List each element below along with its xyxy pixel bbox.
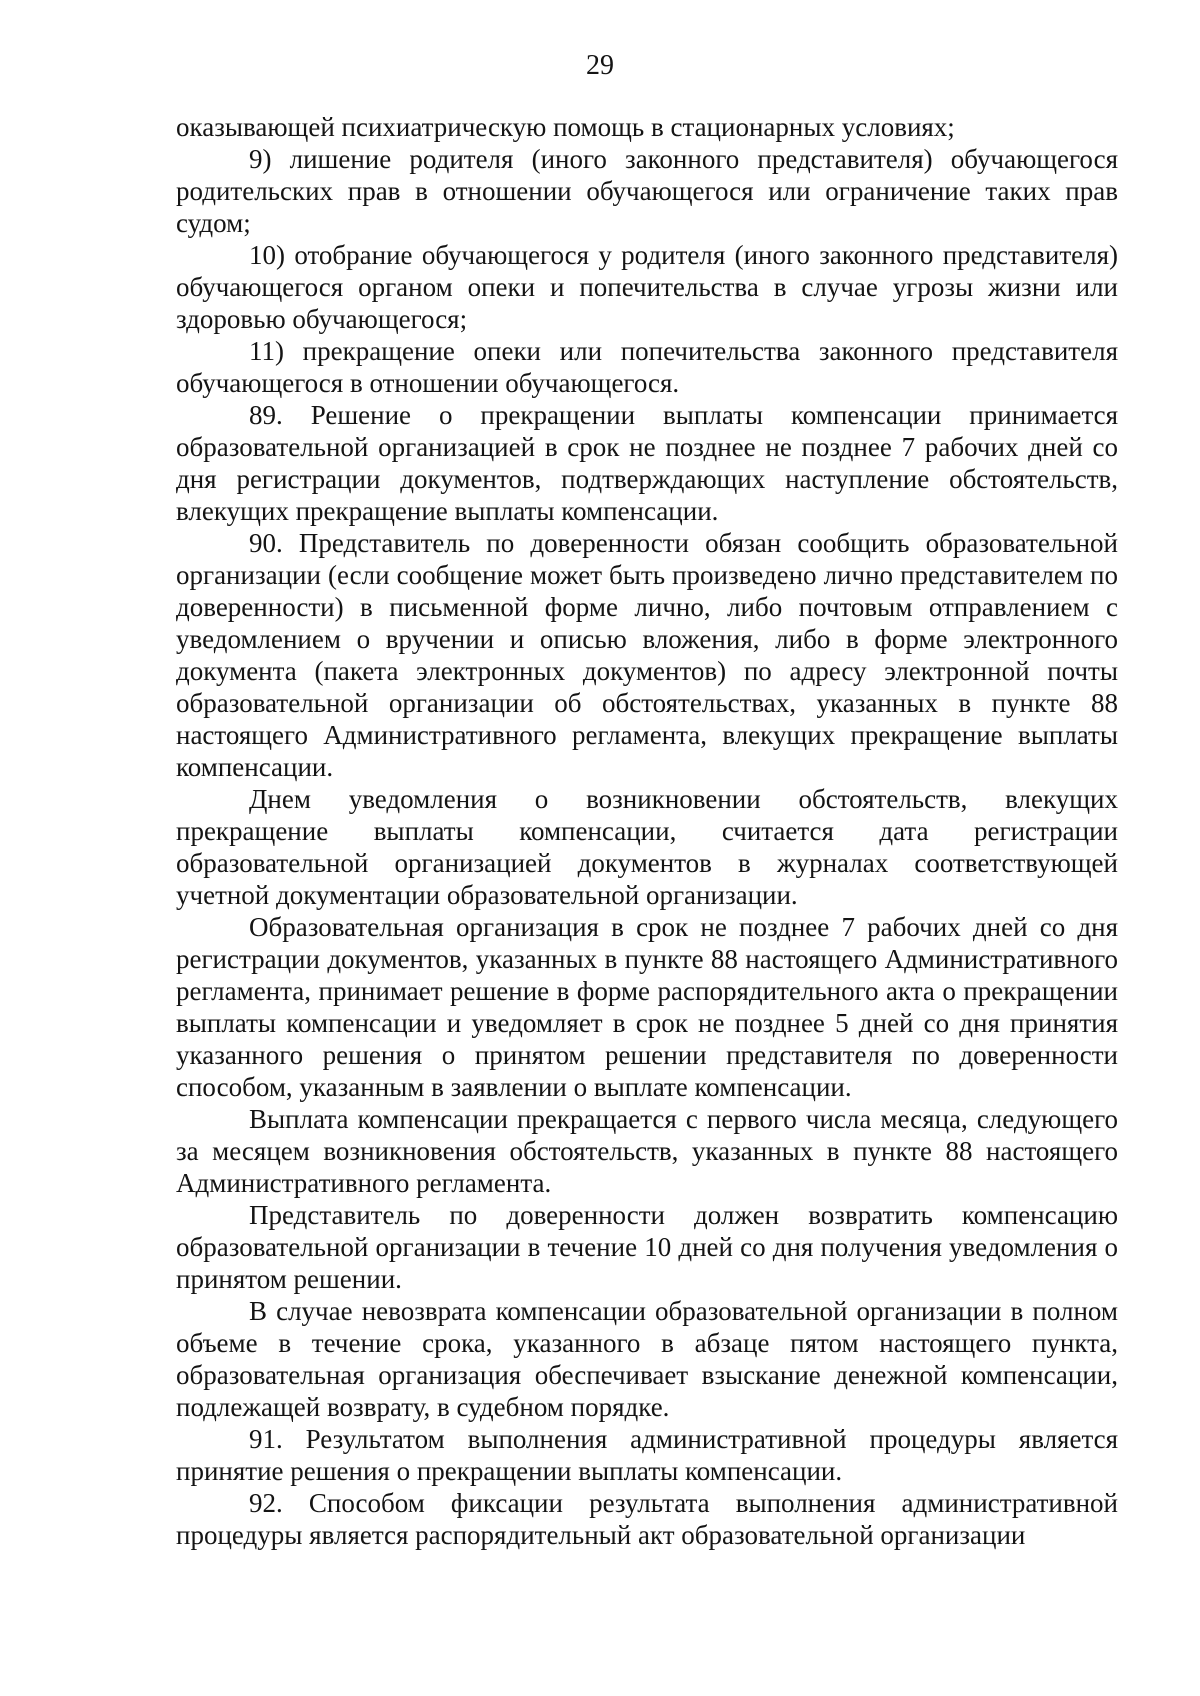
paragraph-clause-90: 90. Представитель по доверенности обязан сообщить образовательной организации (если сообщение может быть произведено лично представителем по доверенности) в письменной форме лично, либо почтовым отправлением с уведомлением о вручении и описью вложения, либо в форме электронного документа (пакета электронных документов) по адресу электронной почты образовательной организации об обстоятельствах, указанных в пункте 88 настоящего Административного регламента, влекущих прекращение выплаты компенсации. [176,528,1118,782]
paragraph-organization-decision: Образовательная организация в срок не позднее 7 рабочих дней со дня регистрации документов, указанных в пункте 88 настоящего Административного регламента, принимает решение в форме распорядительного акта о прекращении выплаты компенсации и уведомляет в срок не позднее 5 дней со дня принятия указанного решения о принятом решении представителя по доверенности способом, указанным в заявлении о выплате компенсации. [176,912,1118,1102]
paragraph-item-10: 10) отобрание обучающегося у родителя (иного законного представителя) обучающегося органом опеки и попечительства в случае угрозы жизни или здоровью обучающегося; [176,240,1118,334]
paragraph-non-refund: В случае невозврата компенсации образовательной организации в полном объеме в течение срока, указанного в абзаце пятом настоящего пункта, образовательная организация обеспечивает взыскание денежной компенсации, подлежащей возврату, в судебном порядке. [176,1296,1118,1422]
paragraph-refund: Представитель по доверенности должен возвратить компенсацию образовательной организации в течение 10 дней со дня получения уведомления о принятом решении. [176,1200,1118,1294]
paragraph-clause-89: 89. Решение о прекращении выплаты компенсации принимается образовательной организацией в срок не позднее не позднее 7 рабочих дней со дня регистрации документов, подтверждающих наступление обстоятельств, влекущих прекращение выплаты компенсации. [176,400,1118,526]
paragraph-clause-91: 91. Результатом выполнения административной процедуры является принятие решения о прекращении выплаты компенсации. [176,1424,1118,1486]
paragraph-item-11: 11) прекращение опеки или попечительства законного представителя обучающегося в отношении обучающегося. [176,336,1118,398]
page-number: 29 [586,50,614,81]
paragraph-payment-termination: Выплата компенсации прекращается с первого числа месяца, следующего за месяцем возникновения обстоятельств, указанных в пункте 88 настоящего Административного регламента. [176,1104,1118,1198]
document-body [176,111,1118,1551]
paragraph-item-9: 9) лишение родителя (иного законного представителя) обучающегося родительских прав в отношении обучающегося или ограничение таких прав судом; [176,144,1118,238]
paragraph-notification-day: Днем уведомления о возникновении обстоятельств, влекущих прекращение выплаты компенсации, считается дата регистрации образовательной организацией документов в журналах соответствующей учетной документации образовательной организации. [176,784,1118,910]
paragraph-continuation: оказывающей психиатрическую помощь в стационарных условиях; [176,112,955,142]
paragraph-clause-92: 92. Способом фиксации результата выполнения административной процедуры является распорядительный акт образовательной организации [176,1488,1118,1550]
